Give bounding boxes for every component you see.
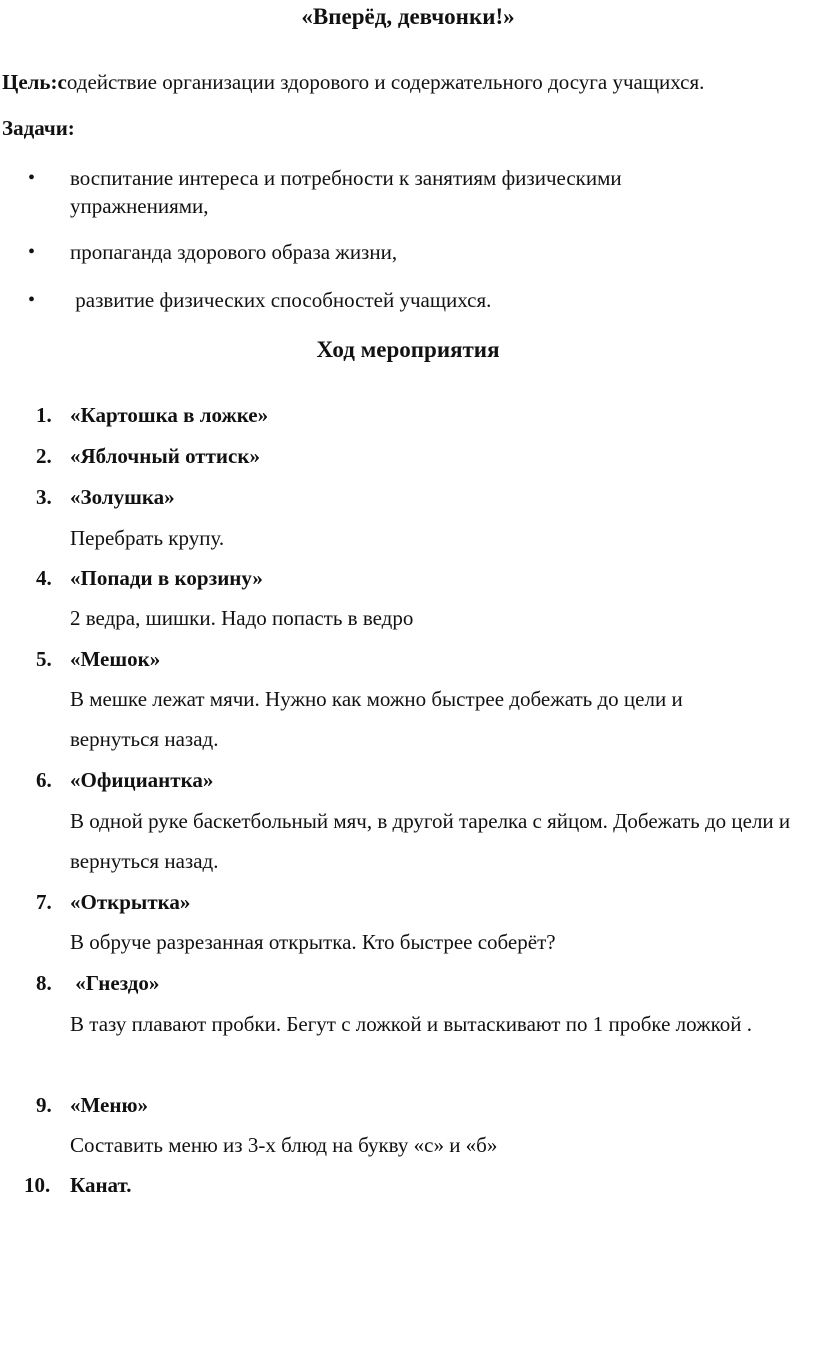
bullet-icon: • — [28, 289, 36, 311]
step-title: «Мешок» — [70, 647, 161, 671]
step-number: 10. — [24, 1173, 51, 1197]
step-number: 5. — [36, 647, 52, 671]
step-description: 2 ведра, шишки. Надо попасть в ведро — [70, 606, 414, 630]
step-title: «Картошка в ложке» — [70, 403, 269, 427]
task-item — [28, 286, 760, 314]
bullet-icon: • — [28, 167, 36, 189]
bullet-icon: • — [28, 241, 36, 263]
step-title: Канат. — [70, 1173, 132, 1197]
step-number: 3. — [36, 485, 52, 509]
task-text: пропаганда здорового образа жизни, — [70, 240, 398, 264]
goal-text: одействие организации здорового и содержательного досуга учащихся. — [66, 70, 705, 94]
step-description: В одной руке баскетбольный мяч, в другой тарелка с яйцом. Добежать до цели и вернуться назад. — [70, 809, 791, 873]
step-number: 2. — [36, 444, 52, 468]
step-description: В тазу плавают пробки. Бегут с ложкой и вытаскивают по 1 пробке ложкой . — [70, 1012, 752, 1036]
step-number: 7. — [36, 890, 52, 914]
step-description: В мешке лежат мячи. Нужно как можно быстрее добежать до цели и вернуться назад. — [70, 687, 683, 751]
step-title: «Попади в корзину» — [70, 566, 263, 590]
document-title: «Вперёд, девчонки!» — [301, 4, 515, 29]
step-number: 9. — [36, 1093, 52, 1117]
step-number: 4. — [36, 566, 52, 590]
task-item — [28, 164, 760, 220]
task-text: развитие физических способностей учащихся. — [70, 288, 492, 312]
step-description: Перебрать крупу. — [70, 526, 225, 550]
step-title: «Золушка» — [70, 485, 175, 509]
step-number: 6. — [36, 768, 52, 792]
task-item — [28, 238, 760, 266]
goal-label: Цель:с — [2, 70, 67, 94]
step-description: В обруче разрезанная открытка. Кто быстрее соберёт? — [70, 930, 556, 954]
step-number: 8. — [36, 971, 52, 995]
step-description: Составить меню из 3-х блюд на букву «с» и «б» — [70, 1133, 498, 1157]
goal-paragraph — [2, 69, 814, 95]
step-title: «Яблочный оттиск» — [70, 444, 260, 468]
step-number: 1. — [36, 403, 52, 427]
task-text: воспитание интереса и потребности к занятиям физическими упражнениями, — [70, 166, 622, 218]
step-title: «Официантка» — [70, 768, 214, 792]
tasks-label: Задачи: — [2, 116, 75, 140]
section-title: Ход мероприятия — [316, 337, 500, 362]
step-title: «Меню» — [70, 1093, 149, 1117]
step-title: «Открытка» — [70, 890, 191, 914]
step-title: «Гнездо» — [70, 971, 160, 995]
